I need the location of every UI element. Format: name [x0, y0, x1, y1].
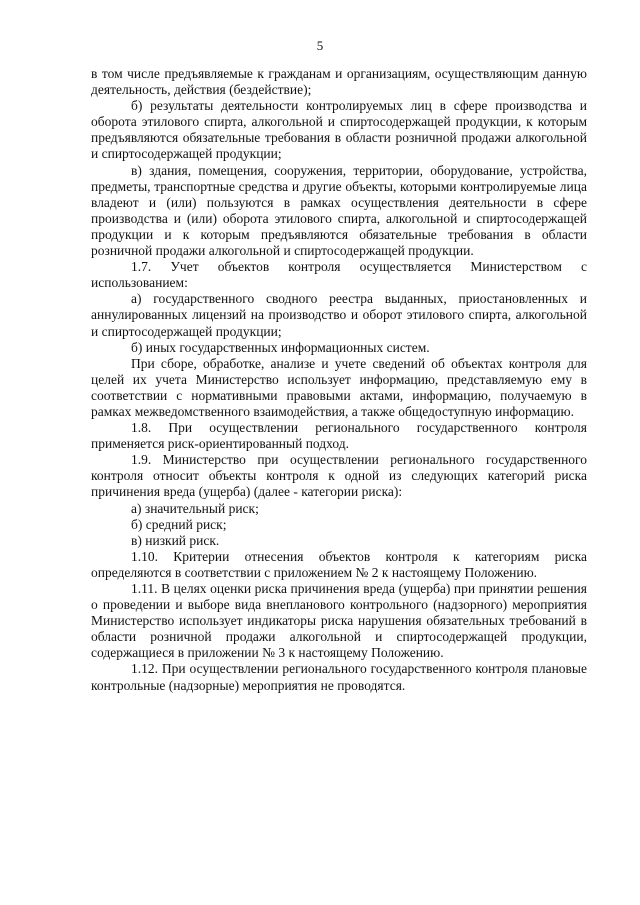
paragraph-item-b: б) результаты деятельности контролируемых лиц в сфере производства и оборота этилового спирта, алкогольной и спиртосодержащей продукции, к которым предъявляются обязательные требования в области розничной продажи алкогольной и спиртосодержащей продукции;	[91, 98, 587, 162]
risk-category-low: в) низкий риск.	[131, 532, 220, 548]
paragraph-1-12: 1.12. При осуществлении регионального государственного контроля плановые контрольные (надзорные) мероприятия не проводятся.	[91, 661, 587, 693]
paragraph-1-10: 1.10. Критерии отнесения объектов контроля к категориям риска определяются в соответствии с приложением № 2 к настоящему Положению.	[91, 548, 587, 580]
paragraph-1-11: 1.11. В целях оценки риска причинения вреда (ущерба) при принятии решения о проведении и выборе вида внепланового контрольного (надзорного) мероприятия Министерство использует индикаторы риска нарушения обязательных требований в области розничной продажи алкогольной и спиртосодержащей продукции, содержащиеся в приложении № 3 к настоящему Положению.	[91, 581, 587, 661]
document-body	[91, 66, 587, 694]
page-number: 5	[316, 38, 324, 53]
paragraph-information-use: При сборе, обработке, анализе и учете сведений об объектах контроля для целей их учета Министерство использует информацию, представляемую ему в соответствии с нормативными правовыми актами, информацию, получаемую в рамках межведомственного взаимодействия, а также общедоступную информацию.	[91, 355, 587, 419]
risk-category-medium: б) средний риск;	[131, 516, 227, 532]
paragraph-continuation: в том числе предъявляемые к гражданам и организациям, осуществляющим данную деятельность, действия (бездействие);	[91, 66, 587, 98]
risk-category-significant: а) значительный риск;	[131, 500, 259, 516]
paragraph-1-7: 1.7. Учет объектов контроля осуществляется Министерством с использованием:	[91, 259, 587, 291]
paragraph-item-v: в) здания, помещения, сооружения, территории, оборудование, устройства, предметы, транспортные средства и другие объекты, которыми контролируемые лица владеют и (или) пользуются в рамках осуществления деятельности в сфере производства и (или) оборота этилового спирта, алкогольной и спиртосодержащей продукции и к которым предъявляются обязательные требования в области розничной продажи алкогольной и спиртосодержащей продукции.	[91, 162, 587, 259]
paragraph-1-7-b: б) иных государственных информационных систем.	[131, 339, 430, 355]
paragraph-1-9: 1.9. Министерство при осуществлении регионального государственного контроля относит объекты контроля к одной из следующих категорий риска причинения вреда (ущерба) (далее - категории риска):	[91, 452, 587, 500]
paragraph-1-8: 1.8. При осуществлении регионального государственного контроля применяется риск-ориентированный подход.	[91, 420, 587, 452]
paragraph-1-7-a: а) государственного сводного реестра выданных, приостановленных и аннулированных лицензий на производство и оборот этилового спирта, алкогольной и спиртосодержащей продукции;	[91, 291, 587, 339]
